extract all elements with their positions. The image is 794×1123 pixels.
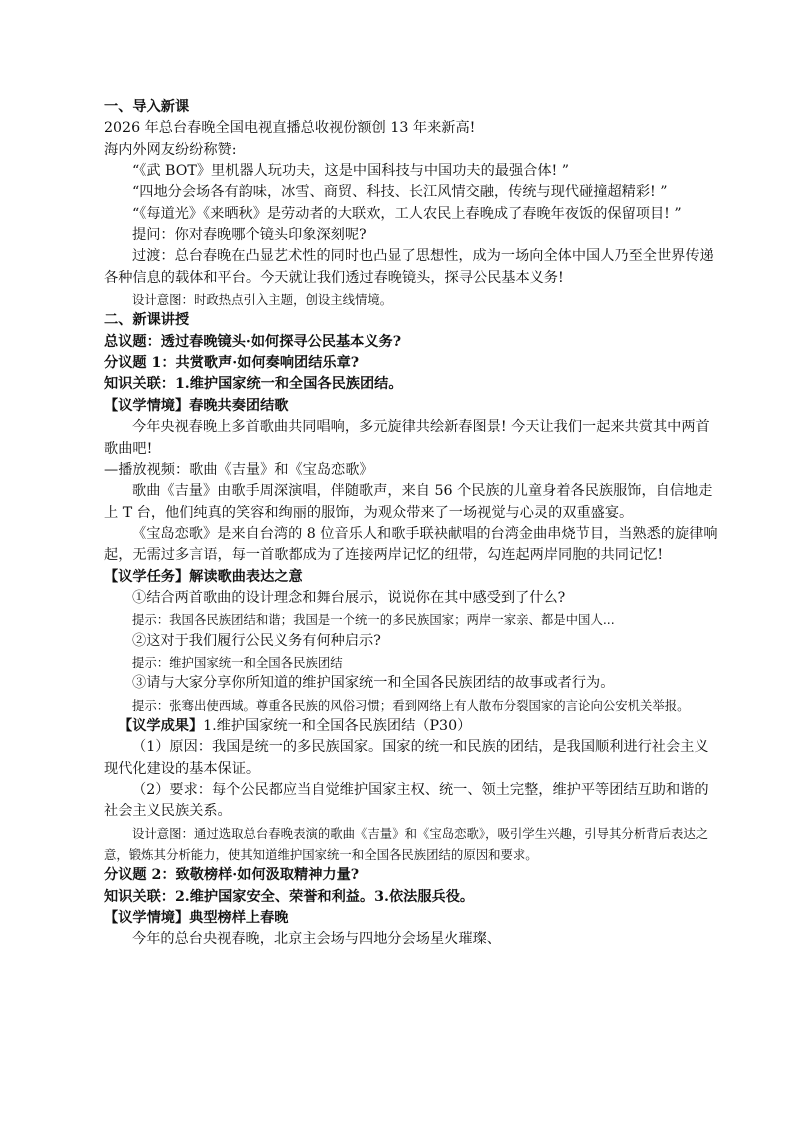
intro-line-1: 2026 年总台春晚全国电视直播总收视份额创 13 年来新高! xyxy=(104,120,476,137)
sub-topic-2-knowledge: 知识关联：2.维护国家安全、荣誉和利益。3.依法服兵役。 xyxy=(104,888,475,905)
main-topic: 总议题：透过春晚镜头·如何探寻公民基本义务? xyxy=(104,333,402,350)
result-title: 1.维护国家统一和全国各民族团结（P30） xyxy=(203,717,472,734)
sub-topic-1-task xyxy=(104,567,722,588)
intro-question: 提问：你对春晚哪个镜头印象深刻呢? xyxy=(132,227,367,244)
task-question-1: ①结合两首歌曲的设计理念和舞台展示，说说你在其中感受到了什么? xyxy=(132,589,566,606)
task-hint-1: 提示：我国各民族团结和谐；我国是一个统一的多民族国家；两岸一家亲、都是中国人... xyxy=(132,612,615,628)
sub-topic-1-result xyxy=(104,716,722,737)
situation-title: 典型榜样上春晚 xyxy=(189,910,289,927)
sub-topic-2-situation xyxy=(104,908,722,929)
task-title: 解读歌曲表达之意 xyxy=(189,568,303,585)
situation-tag: 【议学情境】 xyxy=(104,910,190,927)
intro-design-note: 设计意图：时政热点引入主题，创设主线情境。 xyxy=(132,292,393,308)
document-page xyxy=(104,97,722,951)
netizen-quote-3: “《每道光》《来晒秋》是劳动者的大联欢，工人农民上春晚成了春晚年夜饭的保留项目! ” xyxy=(132,205,682,222)
section-heading-new: 二、新课讲授 xyxy=(104,312,190,329)
section-heading-intro: 一、导入新课 xyxy=(104,99,190,115)
sub-topic-1-design-note: 设计意图：通过选取总台春晚表演的歌曲《吉量》和《宝岛恋歌》，吸引学生兴趣，引导其分析背后表达之意，锻炼其分析能力，使其知道维护国家统一和全国各民族团结的原因和要求。 xyxy=(104,825,709,863)
situation-title: 春晚共奏团结歌 xyxy=(189,397,289,414)
task-hint-2: 提示：维护国家统一和全国各民族团结 xyxy=(132,654,343,670)
situation-paragraph-1: 今年央视春晚上多首歌曲共同唱响，多元旋律共绘新春图景! 今天让我们一起来共赏其中两首歌曲吧! xyxy=(104,419,710,457)
song-baodao-paragraph: 《宝岛恋歌》是来自台湾的 8 位音乐人和歌手联袂献唱的台湾金曲串烧节目，当熟悉的旋律响起，无需过多言语，每一首歌都成为了连接两岸记忆的纽带，勾连起两岸同胞的共同记忆! xyxy=(104,525,718,564)
netizen-quote-1: “《武 BOT》里机器人玩功夫，这是中国科技与中国功夫的最强合体! ” xyxy=(132,163,569,180)
video-line: —播放视频：歌曲《吉量》和《宝岛恋歌》 xyxy=(104,461,374,478)
task-hint-3: 提示：张骞出使西域。尊重各民族的风俗习惯；看到网络上有人散布分裂国家的言论向公安机关举报。 xyxy=(132,697,690,713)
intro-line-2: 海内外网友纷纷称赞: xyxy=(104,141,237,158)
intro-transition: 过渡：总台春晚在凸显艺术性的同时也凸显了思想性，成为一场向全体中国人乃至全世界传递各种信息的载体和平台。今天就让我们透过春晚镜头，探寻公民基本义务! xyxy=(104,248,714,286)
sub-topic-2-paragraph-1: 今年的总台央视春晚，北京主会场与四地分会场星火璀璨、 xyxy=(132,931,501,948)
situation-tag: 【议学情境】 xyxy=(104,397,190,414)
netizen-quote-2: “四地分会场各有韵味，冰雪、商贸、科技、长江风情交融，传统与现代碰撞超精彩! ” xyxy=(132,184,668,201)
task-question-2: ②这对于我们履行公民义务有何种启示? xyxy=(132,632,381,649)
task-tag: 【议学任务】 xyxy=(104,568,190,585)
result-requirement: （2）要求：每个公民都应当自觉维护国家主权、统一、领土完整，维护平等团结互助和谐的社会主义民族关系。 xyxy=(104,782,709,820)
task-question-3: ③请与大家分享你所知道的维护国家统一和全国各民族团结的故事或者行为。 xyxy=(132,675,615,692)
song-jiliang-paragraph: 歌曲《吉量》由歌手周深演唱，伴随歌声，来自 56 个民族的儿童身着各民族服饰，自信地走上 T 台，他们纯真的笑容和绚丽的服饰，为观众带来了一场视觉与心灵的双重盛宴。 xyxy=(104,483,713,521)
result-reason: （1）原因：我国是统一的多民族国家。国家的统一和民族的团结，是我国顺利进行社会主义现代化建设的基本保证。 xyxy=(104,739,709,777)
sub-topic-1-title: 分议题 1：共赏歌声·如何奏响团结乐章? xyxy=(104,355,360,372)
result-tag: 【议学成果】 xyxy=(118,717,204,734)
sub-topic-1-knowledge: 知识关联：1.维护国家统一和全国各民族团结。 xyxy=(104,376,403,393)
sub-topic-1-situation xyxy=(104,396,722,417)
sub-topic-2-title: 分议题 2：致敬榜样·如何汲取精神力量? xyxy=(104,867,360,884)
